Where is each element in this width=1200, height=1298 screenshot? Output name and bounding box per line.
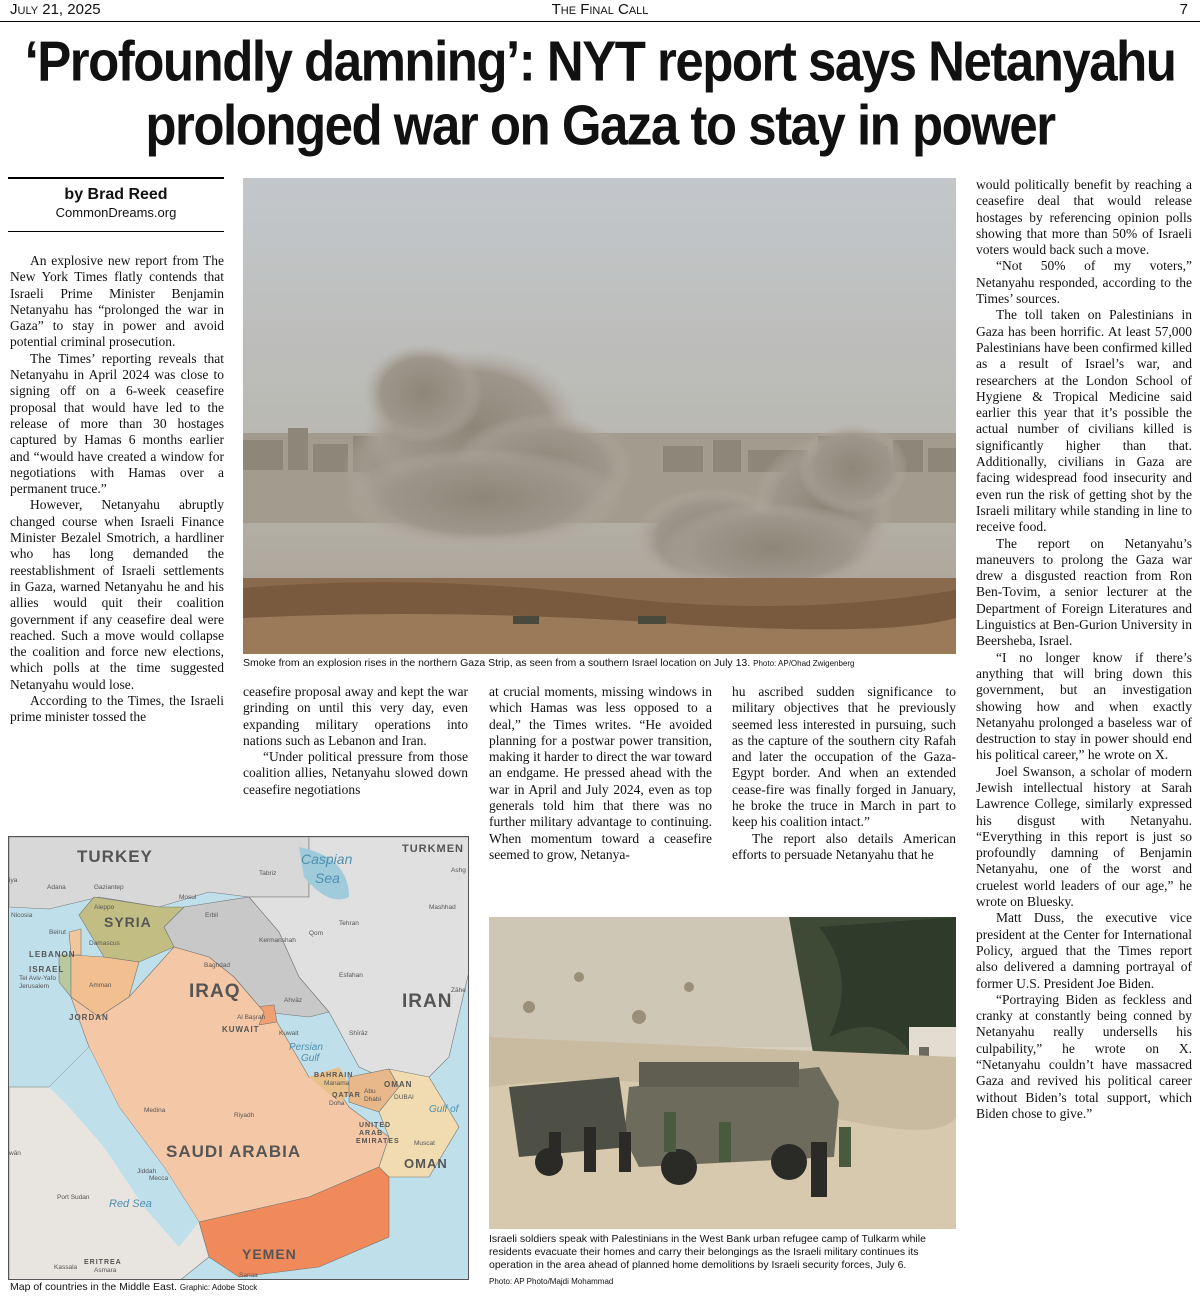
headline-line-1: ‘Profoundly damning’: NYT report says Netanyahu [24, 30, 1176, 93]
map-city: Sanaa [239, 1272, 258, 1279]
tulkarm-photo [489, 917, 956, 1229]
map-city: Port Sudan [57, 1194, 90, 1201]
map-city: Zāhe [451, 987, 466, 994]
map-city: Al Başrah [237, 1014, 266, 1021]
map-label-lebanon: LEBANON [29, 950, 76, 959]
map-label-yemen: YEMEN [242, 1246, 297, 1262]
map-city: Asmara [94, 1267, 117, 1274]
map-city: Jiddah [137, 1168, 157, 1175]
paragraph: The report also details American efforts to persuade Netanyahu that he [732, 830, 956, 862]
map-label-jordan: JORDAN [69, 1013, 109, 1022]
paragraph: “Portraying Biden as feckless and cranky at constantly being conned by Netanyahu really undersells his culpability,” he wrote on X. “Netanyahu couldn’t have massacred Gaza and revived his political career without Biden’s total support, which Biden chose to give.” [976, 991, 1192, 1121]
map-city: Manama [324, 1080, 350, 1087]
map-city: wān [9, 1150, 21, 1157]
map-label-uae-2: ARAB [359, 1130, 384, 1137]
map-label-qatar: QATAR [332, 1092, 361, 1099]
paragraph: “Not 50% of my voters,” Netanyahu responded, according to the Times’ sources. [976, 258, 1192, 307]
map-city: Qom [309, 930, 324, 937]
map-caption [10, 1281, 470, 1294]
map-water-caspian-1: Caspian [301, 851, 353, 867]
map-label-israel: ISRAEL [29, 965, 65, 974]
map-city: iya [9, 877, 18, 884]
headline-line-2: prolonged war on Gaza to stay in power [145, 93, 1055, 157]
map-city: Shīrāz [349, 1030, 368, 1037]
article-column-1 [10, 253, 224, 809]
paragraph: Matt Duss, the executive vice president at the Center for International Policy, argued that the Times report also delivered a damning portrayal of former U.S. President Joe Biden. [976, 910, 1192, 991]
map-label-uae-3: EMIRATES [356, 1138, 400, 1145]
folio-date: July 21, 2025 [10, 1, 101, 18]
folio-page-number: 7 [1179, 1, 1188, 18]
map-label-uae-1: UNITED [359, 1122, 392, 1129]
map-city: Abu [364, 1088, 376, 1095]
gaza-smoke-photo [243, 178, 956, 654]
map-city: Dhabi [364, 1096, 381, 1103]
map-label-oman-small: OMAN [384, 1080, 413, 1089]
paragraph: However, Netanyahu abruptly changed course when Israeli Finance Minister Bezalel Smotrich, a hardliner who has long demanded the reestablishment of Israeli settlements in Gaza, warned Netanyahu he and his allies would quit their coalition government if any ceasefire deal were reached. Such a move would collapse the coalition and force new elections, which polls at the time suggested Netanyahu would lose. [10, 497, 224, 692]
map-city: Jerusalem [19, 983, 49, 990]
map-city: Damascus [89, 940, 120, 947]
map-water-persian-1: Persian [289, 1042, 323, 1053]
map-water-gulf-of-oman: Gulf of [429, 1104, 459, 1115]
paragraph: “I no longer know if there’s anything that will bring down this government, but an investigation showing how and when exactly Netanyahu prolonged a baseless war of destruction to stay in power should end his political career,” he wrote on X. [976, 649, 1192, 763]
map-city: DUBAI [394, 1094, 414, 1101]
caption-credit: Graphic: Adobe Stock [179, 1283, 258, 1292]
tulkarm-illustration [489, 917, 956, 1229]
article-column-3 [489, 684, 712, 902]
map-city: Nicosia [11, 912, 33, 919]
middle-east-map [8, 836, 469, 1280]
map-label-eritrea: ERITREA [84, 1259, 122, 1266]
map-city: Riyadh [234, 1112, 255, 1119]
map-city: Tehran [339, 920, 359, 927]
folio-paper-name: The Final Call [551, 1, 649, 18]
paragraph: at crucial moments, missing windows in which Hamas was less opposed to a deal,” the Times writes. “He avoided planning for a postwar power transition, making it harder to direct the war toward an endgame. He pressed ahead with the war in April and July 2024, even as top generals told him that there was no further military advantage to continuing. When momentum toward a ceasefire seemed to grow, Netanya- [489, 684, 712, 862]
map-city: Tabriz [259, 870, 277, 877]
map-city: Ahvāz [284, 997, 303, 1004]
map-city: Muscat [414, 1140, 435, 1147]
map-label-syria: SYRIA [104, 914, 152, 930]
map-city: Gaziantep [94, 884, 124, 891]
map-label-oman: OMAN [404, 1156, 448, 1171]
article-column-5 [976, 177, 1192, 1295]
byline-source: CommonDreams.org [55, 205, 177, 220]
paragraph: The report on Netanyahu’s maneuvers to prolong the Gaza war drew a disgusted reaction from Ron Ben-Tovim, a senior lecturer at the Department of Foreign Literatures and Linguistics at Ben-Gurion University in Beersheba, Israel. [976, 535, 1192, 649]
map-city: Baghdad [204, 962, 231, 969]
byline-author: by Brad Reed [64, 186, 168, 203]
map-city: Mosul [179, 894, 197, 901]
tulkarm-photo-caption [489, 1233, 956, 1288]
map-city: Tel Aviv-Yafo [19, 975, 56, 982]
map-water-persian-2: Gulf [301, 1053, 320, 1064]
map-city: Ashg [451, 867, 466, 874]
map-city: Esfahan [339, 972, 363, 979]
paragraph: The toll taken on Palestinians in Gaza has been horrific. At least 57,000 Palestinians have been confirmed killed as a result of Israel’s war, and researchers at the London School of Hygiene & Tropical Medicine said earlier this year that it’s possible the actual number of civilians killed is significantly higher than that. Additionally, civilians in Gaza are facing widespread food insecurity and even run the risk of getting shot by the Israeli military while standing in line to receive food. [976, 307, 1192, 535]
gaza-photo-caption [243, 657, 956, 670]
map-city: Erbil [205, 912, 219, 919]
caption-text: Map of countries in the Middle East. [10, 1281, 177, 1293]
map-label-bahrain: BAHRAIN [314, 1072, 354, 1079]
map-city: Medina [144, 1107, 166, 1114]
gaza-smoke-illustration [243, 178, 956, 654]
map-water-caspian-2: Sea [315, 870, 340, 886]
article-column-4 [732, 684, 956, 902]
paragraph: The Times’ reporting reveals that Netanyahu in April 2024 was close to signing off on a 6-week ceasefire proposal that would have led to the release of more than 30 hostages captured by Hamas 6 months earlier and “would have created a window for negotiations with Hamas over a permanent truce.” [10, 350, 224, 497]
folio-bar [0, 0, 1200, 22]
map-label-turkey: TURKEY [77, 847, 153, 866]
map-city: Amman [89, 982, 112, 989]
paragraph: ceasefire proposal away and kept the war grinding on until this very day, even expanding military operations into nations such as Lebanon and Iran. [243, 684, 468, 748]
map-city: Kuwait [279, 1030, 299, 1037]
caption-credit: Photo: AP Photo/Majdi Mohammad [489, 1277, 614, 1286]
paragraph: “Under political pressure from those coalition allies, Netanyahu slowed down ceasefire negotiations [243, 749, 468, 797]
map-city: Adana [47, 884, 66, 891]
map-city: Mashhad [429, 904, 456, 911]
byline-rule-bottom [8, 231, 224, 232]
paragraph: Joel Swanson, a scholar of modern Jewish intellectual history at Sarah Lawrence College, similarly expressed his disgust with Netanyahu. “Everything in this report is just so profoundly damning of Benjamin Netanyahu, one of the worst and cruelest world leaders of our age,” he wrote on Bluesky. [976, 763, 1192, 910]
article-column-2 [243, 684, 468, 816]
map-city: Doha [329, 1100, 345, 1107]
paragraph: hu ascribed sudden significance to military objectives that he previously seemed less interested in pursuing, such as the capture of the southern city Rafah and later the occupation of the Gaza-Egypt border. And when an extended cease-fire was finally forged in January, he broke the truce in March in part to keep his coalition intact.” [732, 684, 956, 830]
map-city: Kermanshah [259, 937, 296, 944]
map-city: Aleppo [94, 904, 115, 911]
map-label-turkmen: TURKMEN [402, 843, 464, 855]
byline [8, 186, 224, 220]
headline [0, 30, 1200, 158]
map-water-red-sea: Red Sea [109, 1198, 152, 1210]
caption-text: Smoke from an explosion rises in the northern Gaza Strip, as seen from a southern Israel location on July 13. [243, 657, 751, 669]
map-label-iraq: IRAQ [189, 981, 241, 1002]
map-city: Beirut [49, 929, 66, 936]
map-label-iran: IRAN [402, 991, 453, 1012]
map-city: Kassala [54, 1264, 78, 1271]
map-label-saudi-arabia: SAUDI ARABIA [166, 1142, 302, 1161]
map-city: Mecca [149, 1175, 169, 1182]
paragraph: According to the Times, the Israeli prime minister tossed the [10, 693, 224, 725]
paragraph: An explosive new report from The New York Times flatly contends that Israeli Prime Minister Benjamin Netanyahu has “prolonged the war in Gaza” to stay in power and avoid potential criminal prosecution. [10, 253, 224, 350]
byline-rule-top [8, 177, 224, 179]
caption-text: Israeli soldiers speak with Palestinians in the West Bank urban refugee camp of Tulkarm while residents evacuate their homes and carry their belongings as the Israeli military continues its operation in the area ahead of planned home demolitions by Israeli security forces, July 6. [489, 1233, 926, 1271]
map-label-kuwait: KUWAIT [222, 1025, 260, 1034]
paragraph: would politically benefit by reaching a ceasefire deal that would release hostages by referencing opinion polls showing that more than 50% of Israeli voters would back such a move. [976, 177, 1192, 258]
caption-credit: Photo: AP/Ohad Zwigenberg [753, 659, 855, 668]
middle-east-map-graphic [9, 837, 469, 1280]
